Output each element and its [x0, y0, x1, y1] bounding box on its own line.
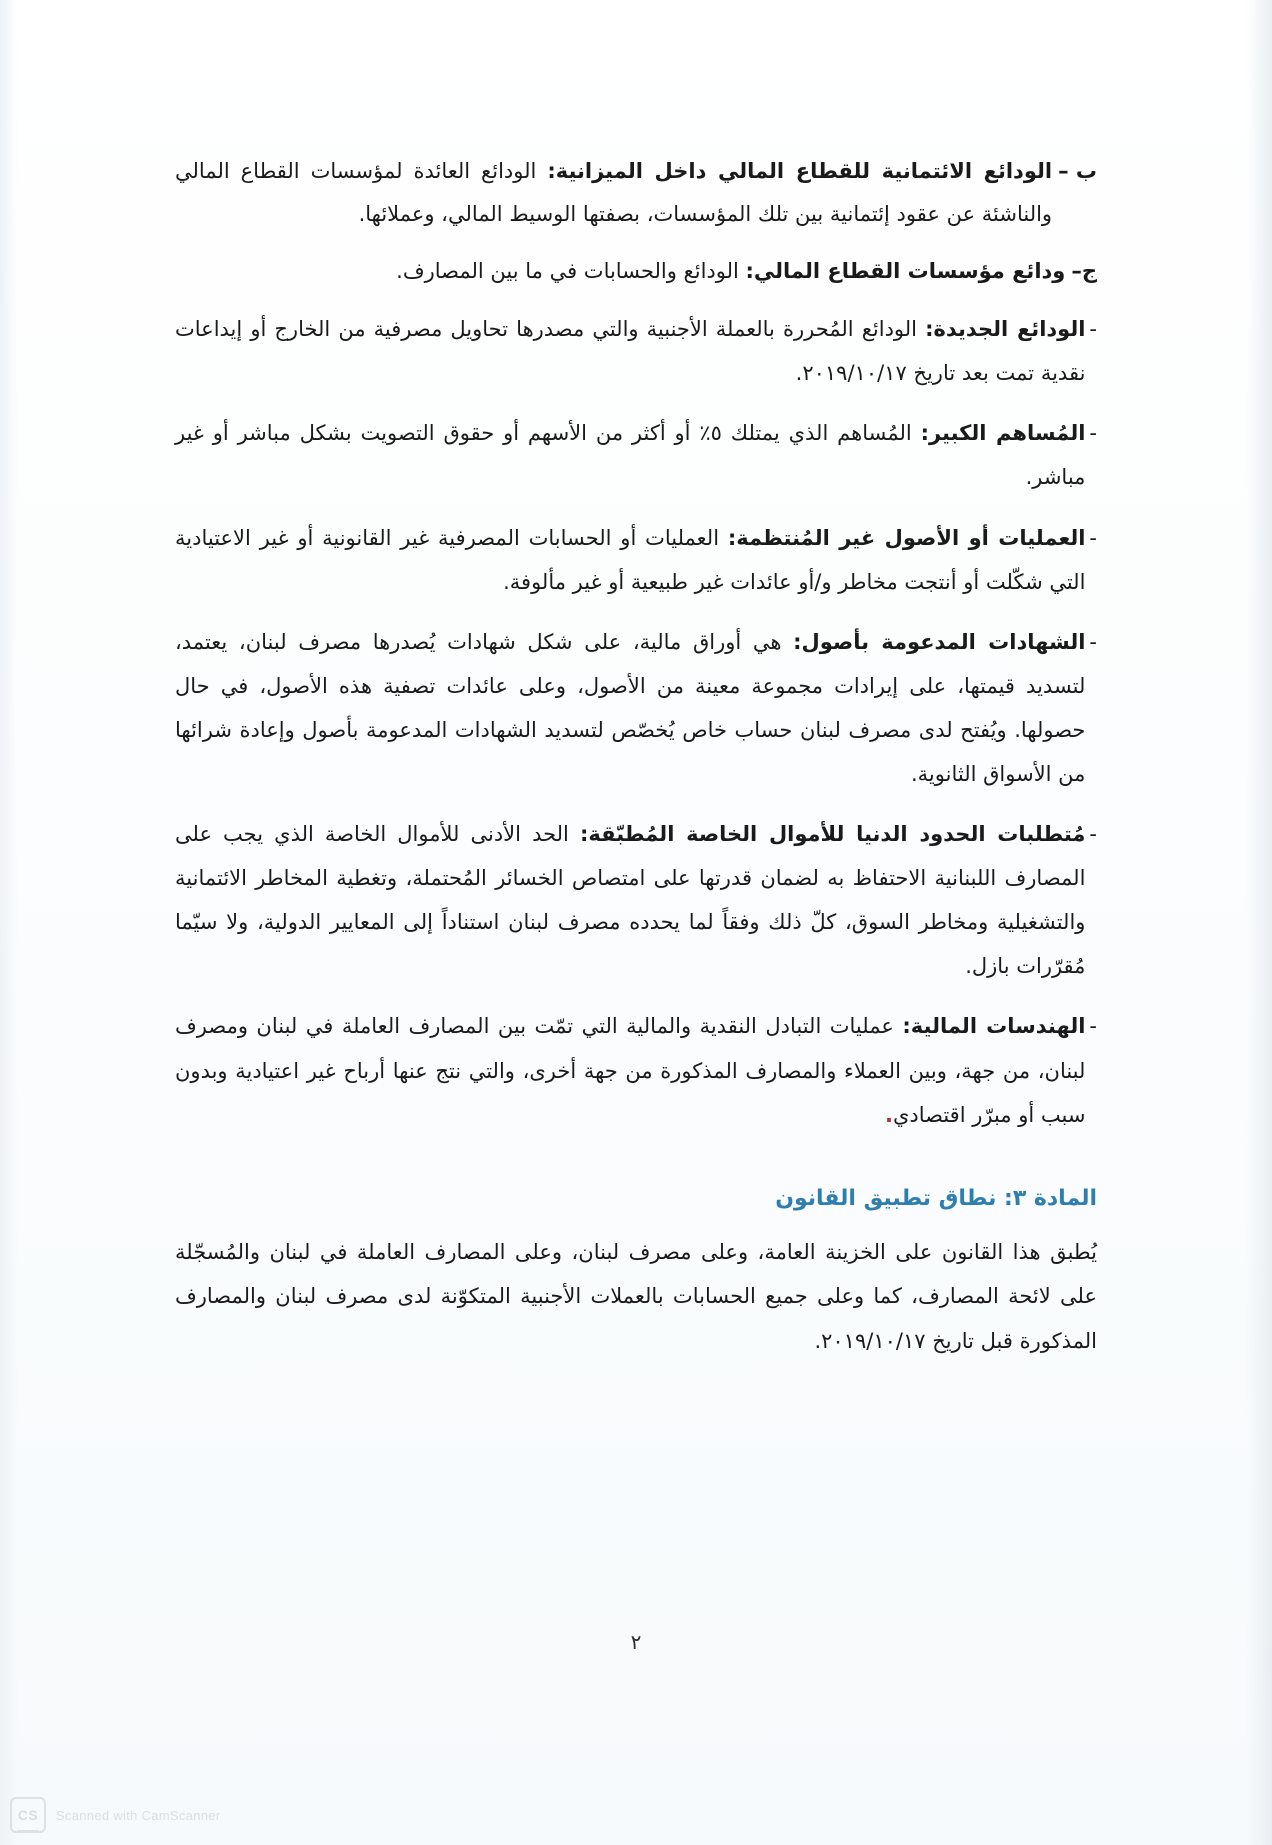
clause-marker-jim: ج– — [1071, 259, 1097, 284]
definition-dash: - — [1089, 629, 1097, 654]
clause-text-jim: الودائع والحسابات في ما بين المصارف. — [396, 259, 746, 284]
red-period-mark: . — [884, 1102, 893, 1127]
definition-body — [175, 812, 1085, 988]
definition-major-shareholder — [175, 411, 1097, 499]
clause-marker-ba: ب – — [1058, 159, 1097, 183]
definition-term: المُساهم الكبير: — [920, 421, 1086, 446]
definition-term: الشهادات المدعومة بأصول: — [793, 629, 1086, 654]
clause-body-jim — [175, 250, 1065, 293]
definition-dash: - — [1089, 421, 1097, 446]
definition-text: الودائع المُحررة بالعملة الأجنبية والتي مصدرها تحاويل مصرفية من الخارج أو إيداعات نقدية تمت بعد تاريخ ٢٠١٩/١٠/١٧. — [175, 317, 1086, 386]
article-heading: المادة ٣: نطاق تطبيق القانون — [775, 1185, 1097, 1211]
clause-jim — [175, 250, 1097, 293]
definition-body — [175, 620, 1085, 796]
definition-term: العمليات أو الأصول غير المُنتظمة: — [727, 525, 1086, 550]
definition-dash: - — [1089, 1014, 1097, 1039]
scan-edge-shadow-left — [0, 0, 18, 1845]
definition-asset-backed-certificates — [175, 620, 1097, 796]
page-number: ٢ — [630, 1630, 642, 1654]
definition-text: العمليات أو الحسابات المصرفية غير القانونية أو غير الاعتيادية التي شكّلت أو أنتجت مخاطر و/أو عائدات غير طبيعية أو غير مألوفة. — [175, 525, 1086, 594]
definition-text: عمليات التبادل النقدية والمالية التي تمّت بين المصارف العاملة في لبنان ومصرف لبنان، من جهة، وبين العملاء والمصارف المذكورة من جهة أخرى، والتي نتج عنها أرباح غير اعتيادية وبدون سبب أو مبرّر اقتصادي — [175, 1014, 1086, 1127]
definition-body — [175, 516, 1085, 604]
camscanner-logo-icon: CS — [10, 1797, 46, 1833]
definition-irregular-assets — [175, 516, 1097, 604]
clause-body-ba — [175, 150, 1052, 236]
camscanner-label: Scanned with CamScanner — [56, 1807, 221, 1823]
scan-edge-shadow-right — [1246, 0, 1272, 1845]
definition-dash: - — [1089, 525, 1097, 550]
definition-body — [175, 411, 1085, 499]
definition-term: الهندسات المالية: — [902, 1014, 1086, 1039]
camscanner-watermark — [10, 1797, 220, 1833]
definition-text: الحد الأدنى للأموال الخاصة الذي يجب على المصارف اللبنانية الاحتفاظ به لضمان قدرتها على امتصاص الخسائر المُحتملة، وتغطية المخاطر الائتمانية والتشغيلية ومخاطر السوق، كلّ ذلك وفقاً لما يحدده مصرف لبنان استناداً إلى المعايير الدولية، ولا سيّما مُقرّرات بازل. — [175, 822, 1086, 979]
definition-body — [175, 307, 1085, 395]
definition-new-deposits — [175, 307, 1097, 395]
definition-term: مُتطلبات الحدود الدنيا للأموال الخاصة المُطبّقة: — [579, 822, 1086, 847]
definition-financial-engineering — [175, 1004, 1097, 1136]
definition-term: الودائع الجديدة: — [925, 317, 1086, 342]
definition-text: المُساهم الذي يمتلك ٥٪ أو أكثر من الأسهم أو حقوق التصويت بشكل مباشر أو غير مباشر. — [175, 421, 1086, 490]
definition-dash: - — [1089, 317, 1097, 342]
clause-ba — [175, 150, 1097, 236]
definition-text: هي أوراق مالية، على شكل شهادات يُصدرها مصرف لبنان، يعتمد، لتسديد قيمتها، على إيرادات مجموعة معينة من الأصول، وعلى عائدات تصفية هذه الأصول، في حال حصولها. ويُفتح لدى مصرف لبنان حساب خاص يُخصّص لتسديد الشهادات المدعومة بأصول وإعادة شرائها من الأسواق الثانوية. — [175, 629, 1086, 786]
definition-minimum-capital-requirements — [175, 812, 1097, 988]
clause-text-ba: الودائع العائدة لمؤسسات القطاع المالي والناشئة عن عقود إئتمانية بين تلك المؤسسات، بصفتها الوسيط المالي، وعملائها. — [175, 159, 1053, 227]
article-body: يُطبق هذا القانون على الخزينة العامة، وعلى مصرف لبنان، وعلى المصارف العاملة في لبنان والمُسجّلة على لائحة المصارف، كما وعلى جميع الحسابات بالعملات الأجنبية المتكوّنة لدى مصرف لبنان والمصارف المذكورة قبل تاريخ ٢٠١٩/١٠/١٧. — [175, 1240, 1097, 1353]
definition-body — [175, 1004, 1085, 1136]
definition-dash: - — [1089, 822, 1097, 847]
clause-term-ba: الودائع الائتمانية للقطاع المالي داخل الميزانية: — [547, 159, 1053, 183]
clause-term-jim: ودائع مؤسسات القطاع المالي: — [745, 259, 1066, 284]
document-content — [175, 150, 1097, 1371]
